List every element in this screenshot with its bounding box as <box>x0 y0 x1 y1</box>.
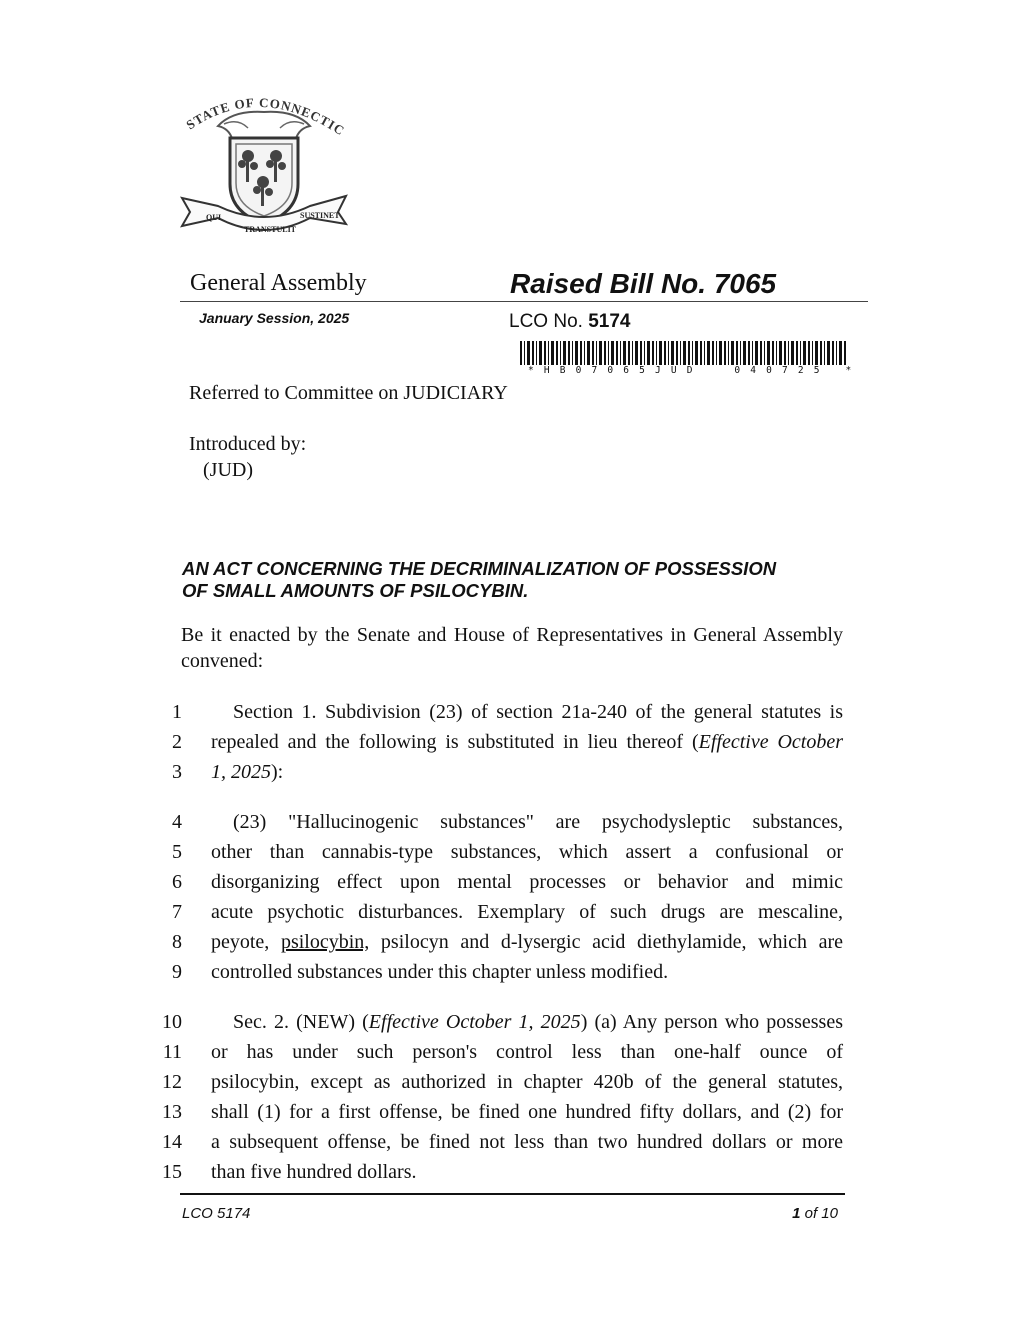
bill-line <box>160 927 843 957</box>
bill-line <box>160 1157 843 1187</box>
seal-motto-left: QUI <box>206 213 222 222</box>
act-title-line-1: AN ACT CONCERNING THE DECRIMINALIZATION OF POSSESSION <box>182 558 777 579</box>
line-text: acute psychotic disturbances. Exemplary of such drugs are mescaline, <box>211 901 843 923</box>
barcode-char: B <box>559 365 566 376</box>
inserted-text-underlined: psilocybin, <box>280 931 370 953</box>
svg-text:STATE OF CONNECTICUT <box>178 88 348 139</box>
seal-motto-right: SUSTINET <box>300 211 340 220</box>
seal-top-text: STATE OF CONNECTIC <box>183 94 348 139</box>
line-number: 2 <box>172 731 182 753</box>
barcode-char: * <box>845 365 852 376</box>
bill-line <box>160 837 843 867</box>
bill-line <box>160 867 843 897</box>
lco-number <box>509 311 630 333</box>
bill-line <box>160 897 843 927</box>
barcode-char: 4 <box>750 365 757 376</box>
line-text <box>211 727 843 757</box>
line-text: than five hundred dollars. <box>211 1161 417 1183</box>
barcode-char: 5 <box>813 365 820 376</box>
act-title-line-2: OF SMALL AMOUNTS OF PSILOCYBIN. <box>182 580 529 601</box>
barcode-graphic <box>520 341 848 365</box>
line-number: 11 <box>162 1041 182 1063</box>
footer-rule <box>180 1193 845 1195</box>
barcode-char: * <box>528 365 535 376</box>
enacting-clause: Be it enacted by the Senate and House of Representatives in General Assembly convened: <box>181 624 843 672</box>
referred-to-committee: Referred to Committee on JUDICIARY <box>189 382 508 404</box>
introduced-by-label: Introduced by: <box>189 433 307 455</box>
introducer: (JUD) <box>203 459 253 481</box>
lco-value: 5174 <box>588 311 631 332</box>
barcode-char: U <box>670 365 678 376</box>
line-text: or has under such person's control less than one-half ounce of <box>211 1041 843 1063</box>
line-text: other than cannabis-type substances, which assert a confusional or <box>211 841 843 863</box>
bill-line <box>160 727 843 757</box>
barcode-char <box>830 365 836 376</box>
effective-date-italic: Effective October 1, 2025 <box>368 1011 581 1033</box>
bill-line <box>160 1067 843 1097</box>
line-text <box>211 927 843 957</box>
line-number: 3 <box>172 761 182 783</box>
line-number: 8 <box>172 931 182 953</box>
bill-line <box>160 1037 843 1067</box>
barcode-char: D <box>686 365 693 376</box>
barcode-char: 0 <box>575 365 582 376</box>
bill-title: Raised Bill No. 7065 <box>510 268 777 299</box>
state-seal <box>178 88 350 248</box>
effective-date-italic: 1, 2025 <box>211 761 271 783</box>
line-text: controlled substances under this chapter unless modified. <box>211 961 669 983</box>
barcode-char: J <box>655 365 662 376</box>
general-assembly-label: General Assembly <box>190 270 367 296</box>
line-number: 15 <box>162 1161 182 1183</box>
line-number: 14 <box>162 1131 182 1153</box>
page-number: 1 <box>792 1205 801 1222</box>
barcode-char: 7 <box>782 365 789 376</box>
barcode-char: 5 <box>639 365 646 376</box>
line-text: a subsequent offense, be fined not less than two hundred dollars or more <box>211 1131 843 1153</box>
lco-prefix: LCO No. <box>509 311 583 332</box>
page-indicator <box>700 1205 838 1222</box>
bill-line <box>160 807 843 837</box>
footer-lco: LCO 5174 <box>182 1205 251 1222</box>
bill-line <box>160 1127 843 1157</box>
line-number: 10 <box>162 1011 182 1033</box>
barcode-char: 0 <box>734 365 741 376</box>
line-text <box>211 757 843 787</box>
line-text-roman: ): <box>271 761 284 783</box>
section-2-paragraph <box>160 1007 843 1187</box>
line-text-roman: ) (a) Any person who possesses <box>580 1011 843 1033</box>
line-text-roman: repealed and the following is substituted in lieu thereof ( <box>211 731 699 753</box>
subdivision-23-paragraph <box>160 807 843 987</box>
line-number: 6 <box>172 871 182 893</box>
bill-line <box>160 1097 843 1127</box>
session-label: January Session, 2025 <box>199 310 350 326</box>
line-number: 13 <box>162 1101 182 1123</box>
barcode-char: H <box>543 365 551 376</box>
barcode-text <box>528 365 852 376</box>
line-number: 4 <box>172 811 182 833</box>
barcode-char: 2 <box>797 365 805 376</box>
line-text-roman: psilocyn and d-lysergic acid diethylamide, which are <box>369 931 844 953</box>
barcode-char: 6 <box>623 365 630 376</box>
line-text: (23) "Hallucinogenic substances" are psychodysleptic substances, <box>233 811 843 833</box>
line-text: psilocybin, except as authorized in chapter 420b of the general statutes, <box>211 1071 843 1093</box>
bill-line <box>160 957 843 987</box>
line-number: 5 <box>172 841 182 863</box>
barcode-char <box>719 365 725 376</box>
line-text-roman: Sec. 2. (NEW) ( <box>233 1011 369 1033</box>
line-text: Section 1. Subdivision (23) of section 21a-240 of the general statutes is <box>233 701 843 723</box>
line-text <box>211 1007 843 1037</box>
line-text: shall (1) for a first offense, be fined one hundred fifty dollars, and (2) for <box>211 1101 843 1123</box>
bill-line <box>160 757 843 787</box>
barcode-char: 0 <box>766 365 773 376</box>
barcode-char <box>703 365 709 376</box>
barcode-char: 0 <box>607 365 614 376</box>
bill-line <box>160 697 843 727</box>
header-rule <box>180 301 868 302</box>
line-text: disorganizing effect upon mental processes or behavior and mimic <box>211 871 843 893</box>
barcode-char: 7 <box>591 365 598 376</box>
line-number: 12 <box>162 1071 182 1093</box>
line-text-roman: peyote, <box>211 931 281 953</box>
effective-date-italic: Effective October <box>698 731 843 753</box>
line-number: 1 <box>172 701 182 723</box>
bill-line <box>160 1007 843 1037</box>
section-1-paragraph <box>160 697 843 787</box>
page-total: of 10 <box>804 1205 838 1222</box>
line-number: 9 <box>172 961 182 983</box>
line-number: 7 <box>172 901 182 923</box>
act-title <box>182 558 852 602</box>
seal-motto-mid: TRANSTULIT <box>244 225 297 234</box>
